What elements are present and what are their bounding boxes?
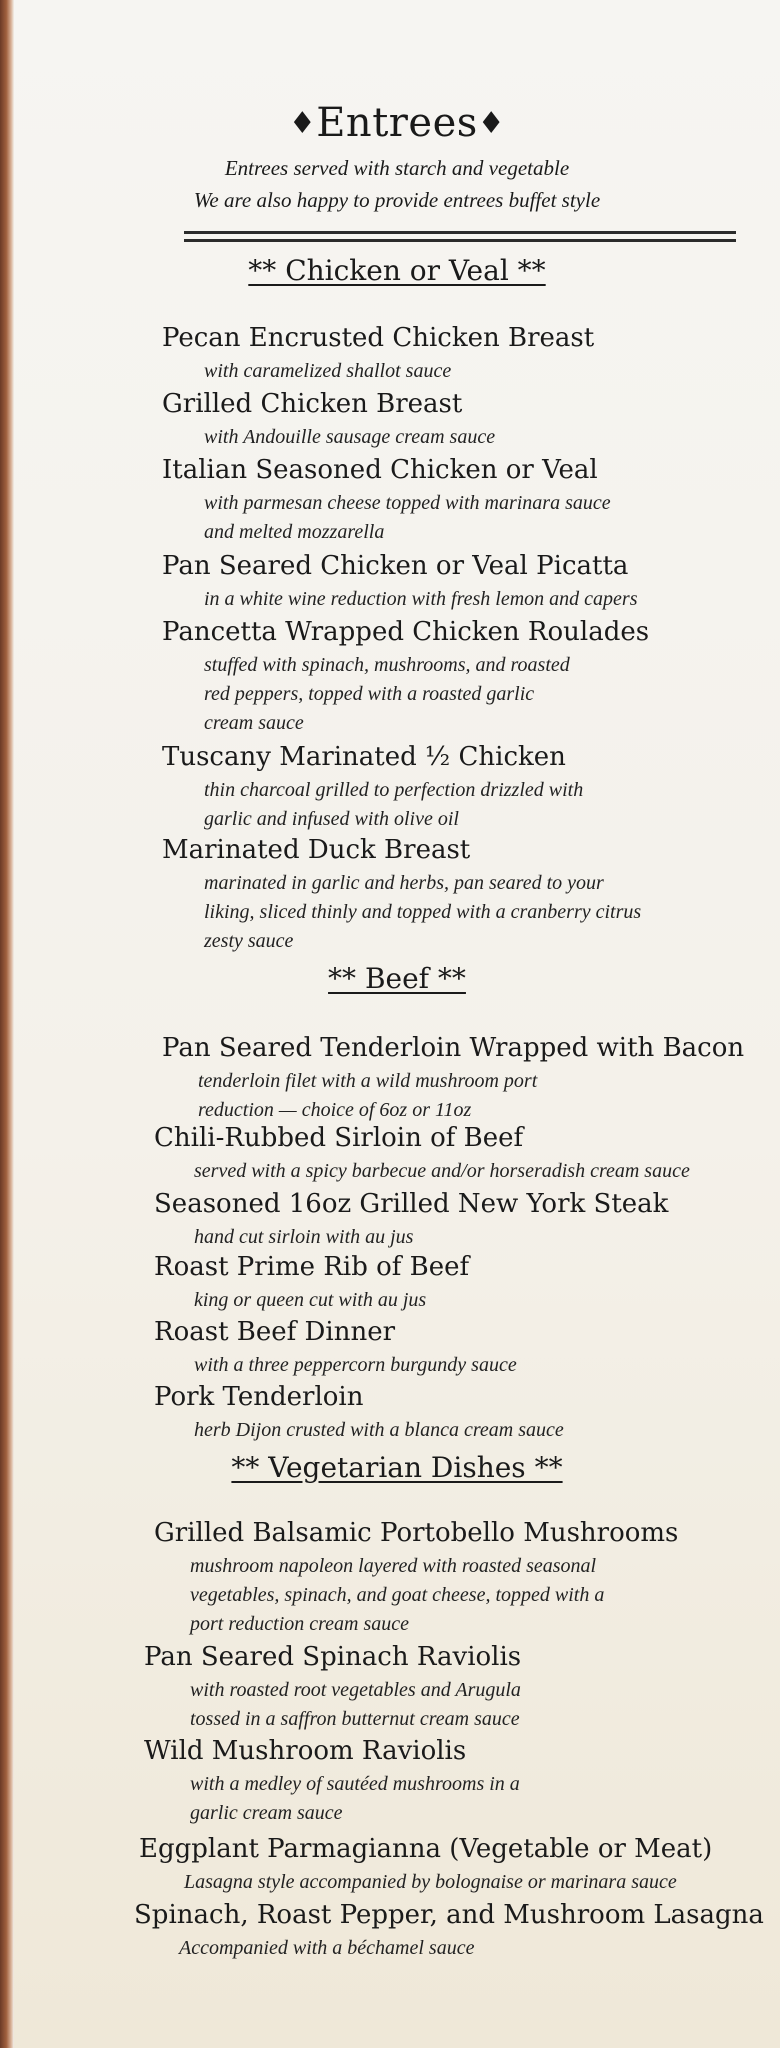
dish-description: zesty sauce [204,930,294,952]
dish-description: served with a spicy barbecue and/or horseradish cream sauce [194,1160,690,1182]
section-heading-vegetarian [14,1451,780,1485]
dish-description: and melted mozzarella [204,521,385,543]
dish-name: Grilled Balsamic Portobello Mushrooms [154,1518,679,1548]
dish-description: red peppers, topped with a roasted garlic [204,683,535,705]
dish-description: liking, sliced thinly and topped with a cranberry citrus [204,901,642,923]
dish-name: Tuscany Marinated ½ Chicken [162,742,566,772]
dish-name: Seasoned 16oz Grilled New York Steak [154,1189,669,1219]
dish-name: Eggplant Parmagianna (Vegetable or Meat) [139,1834,713,1864]
section-heading-chicken-veal [14,254,780,288]
dish-description: stuffed with spinach, mushrooms, and roasted [204,654,570,676]
dish-description: with caramelized shallot sauce [204,360,452,382]
dish-description: garlic cream sauce [190,1802,343,1824]
dish-description: vegetables, spinach, and goat cheese, topped with a [190,1584,605,1606]
menu-page [14,0,780,2048]
subtitle-starch: Entrees served with starch and vegetable [224,156,570,180]
dish-description: cream sauce [204,712,304,734]
dish-description: in a white wine reduction with fresh lemon and capers [204,588,638,610]
dish-description: king or queen cut with au jus [194,1289,427,1311]
dish-description: garlic and infused with olive oil [204,808,459,830]
dish-description: with Andouille sausage cream sauce [204,426,496,448]
page-title [14,100,780,147]
dish-name: Spinach, Roast Pepper, and Mushroom Lasagna [134,1900,764,1930]
dish-name: Pan Seared Spinach Raviolis [144,1642,522,1672]
dish-name: Pancetta Wrapped Chicken Roulades [162,617,650,647]
dish-name: Chili-Rubbed Sirloin of Beef [154,1123,524,1153]
subtitle-buffet: We are also happy to provide entrees buffet style [193,188,601,212]
dish-name: Pan Seared Tenderloin Wrapped with Bacon [162,1033,745,1063]
dish-description: herb Dijon crusted with a blanca cream sauce [194,1419,564,1441]
dish-name: Wild Mushroom Raviolis [144,1736,467,1766]
dish-description: thin charcoal grilled to perfection drizzled with [204,779,584,801]
diamond-left-icon: ♦ [288,106,317,141]
dish-description: hand cut sirloin with au jus [194,1226,414,1248]
section-title: ** Beef ** [328,962,466,995]
section-heading-beef [14,962,780,996]
section-title: ** Vegetarian Dishes ** [231,1451,563,1484]
dish-description: with roasted root vegetables and Arugula [190,1679,521,1701]
dish-description: tossed in a saffron butternut cream sauce [190,1708,520,1730]
dish-name: Italian Seasoned Chicken or Veal [162,455,598,485]
diamond-right-icon: ♦ [477,106,506,141]
dish-description: Accompanied with a béchamel sauce [179,1937,475,1959]
dish-name: Roast Beef Dinner [154,1317,396,1347]
dish-description: with a medley of sautéed mushrooms in a [190,1773,520,1795]
dish-description: Lasagna style accompanied by bolognaise or marinara sauce [184,1871,677,1893]
book-binding [0,0,14,2048]
section-title: ** Chicken or Veal ** [248,254,546,287]
dish-name: Marinated Duck Breast [162,835,471,865]
dish-description: marinated in garlic and herbs, pan seared to your [204,872,604,894]
dish-name: Pork Tenderloin [154,1382,364,1412]
dish-name: Pecan Encrusted Chicken Breast [162,323,595,353]
dish-name: Grilled Chicken Breast [162,389,463,419]
dish-description: reduction — choice of 6oz or 11oz [198,1099,472,1121]
dish-name: Roast Prime Rib of Beef [154,1252,470,1282]
header-divider [184,231,736,242]
dish-description: mushroom napoleon layered with roasted seasonal [190,1555,597,1577]
dish-description: tenderloin filet with a wild mushroom port [198,1070,538,1092]
dish-name: Pan Seared Chicken or Veal Picatta [162,551,629,581]
dish-description: with parmesan cheese topped with marinara sauce [204,492,611,514]
dish-description: with a three peppercorn burgundy sauce [194,1354,517,1376]
page-title-text: Entrees [316,100,478,146]
dish-description: port reduction cream sauce [190,1613,410,1635]
